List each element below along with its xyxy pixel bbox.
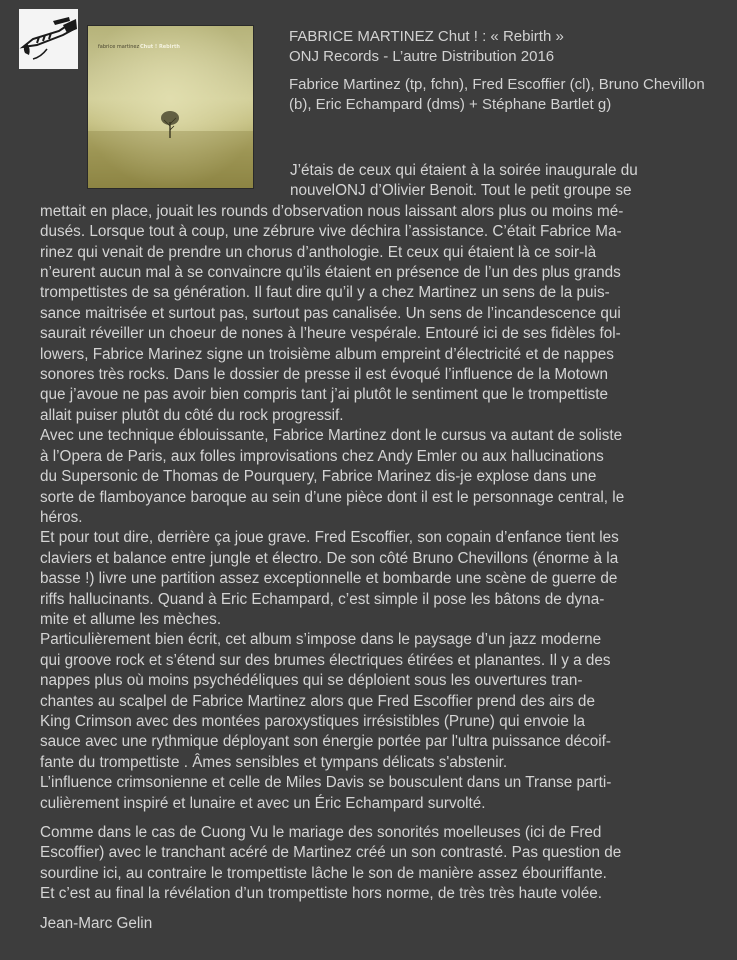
album-band-text: fabrice martinez xyxy=(98,44,140,50)
text-line: riffs hallucinants. Quand à Eric Echampard, c’est simple il pose les bâtons de dyna- xyxy=(40,590,605,608)
text-line: Et pour tout dire, derrière ça joue grave. Fred Escoffier, son copain d’enfance tient les xyxy=(40,529,619,547)
trumpet-sketch-icon xyxy=(19,9,78,69)
text-line: rinez qui venait de prendre un chorus d’anthologie. Et ceux qui étaient là ce soir-là xyxy=(40,243,597,261)
text-line: sonores très rocks. Dans le dossier de presse il est évoqué l’influence de la Motown xyxy=(40,366,608,384)
article-header xyxy=(289,27,709,115)
site-logo xyxy=(19,9,78,69)
text-line: sance maitrisée et surtout pas, surtout pas canalisée. Un sens de l’incandescence qui xyxy=(40,304,621,322)
paragraph-3 xyxy=(40,528,700,630)
text-line: trompettistes de sa génération. Il faut dire qu’il y a chez Martinez un sens de la puis- xyxy=(40,284,610,302)
paragraph-5 xyxy=(40,773,700,814)
author-signature: Jean-Marc Gelin xyxy=(40,914,153,932)
text-line: saurait réveiller un choeur de nones à l’heure vespérale. Entouré ici de ses fidèles fol- xyxy=(40,325,621,343)
text-line: fante du trompettiste . Âmes sensibles et tympans délicats s'abstenir. xyxy=(40,753,508,771)
text-line: qui groove rock et s’étend sur des brumes électriques étirées et planantes. Il y a des xyxy=(40,651,611,669)
paragraph-1 xyxy=(40,161,700,426)
text-line: n’eurent aucun mal à se convaincre qu’ils étaient en présence de l’un des plus grands xyxy=(40,264,621,282)
text-line: chantes au scalpel de Fabrice Martinez alors que Fred Escoffier prend des airs de xyxy=(40,692,595,710)
text-line: basse !) livre une partition assez exceptionnelle et bombarde une scène de guerre de xyxy=(40,570,618,588)
text-line: sauce avec une rythmique déployant son énergie portée par l'ultra puissance décoif- xyxy=(40,733,611,751)
text-line: héros. xyxy=(40,508,83,526)
text-line: du Supersonic de Thomas de Pourquery, Fabrice Marinez dis-je explose dans une xyxy=(40,468,597,486)
text-line: culièrement inspiré et lunaire et avec un Éric Echampard survolté. xyxy=(40,794,486,812)
text-line: mite et allume les mèches. xyxy=(40,610,222,628)
text-line: claviers et balance entre jungle et électro. De son côté Bruno Chevillons (énorme à la xyxy=(40,549,619,567)
text-line: allait puiser plutôt du côté du rock progressif. xyxy=(40,406,344,424)
album-title-text: Chut ! Rebirth xyxy=(140,44,180,50)
text-line: dusés. Lorsque tout à coup, une zébrure vive déchira l’assistance. C’était Fabrice Ma- xyxy=(40,223,622,241)
paragraph-4 xyxy=(40,630,700,773)
text-line: Escoffier) avec le tranchant acéré de Martinez créé un son contrasté. Pas question de xyxy=(40,844,622,862)
text-line: nappes plus où moins psychédéliques qui se déploient sous les ouvertures tran- xyxy=(40,672,583,690)
text-line: King Crimson avec des montées paroxystiques irrésistibles (Prune) qui envoie la xyxy=(40,712,585,730)
text-line: lowers, Fabrice Marinez signe un troisième album empreint d’électricité et de nappes xyxy=(40,345,614,363)
article-body xyxy=(40,161,700,934)
text-line: nouvelONJ d’Olivier Benoit. Tout le petit groupe se xyxy=(290,182,632,200)
text-line: Avec une technique éblouissante, Fabrice Martinez dont le cursus va autant de soliste xyxy=(40,427,623,445)
text-line: J’étais de ceux qui étaient à la soirée inaugurale du xyxy=(290,162,638,179)
text-line: mettait en place, jouait les rounds d’observation nous laissant alors plus ou moins mé- xyxy=(40,202,624,220)
album-title: FABRICE MARTINEZ Chut ! : « Rebirth » xyxy=(289,28,564,45)
personnel: Fabrice Martinez (tp, fchn), Fred Escoffier (cl), Bruno Chevillon (b), Eric Echampard (dms) + Stéphane Bartlet g) xyxy=(289,76,705,113)
text-line: sourdine ici, au contraire le trompettiste lâche le son de manière assez ébouriffante. xyxy=(40,864,607,882)
text-line: sorte de flamboyance baroque au sein d’une pièce dont il est le personnage central, le xyxy=(40,488,625,506)
text-line: que j’avoue ne pas avoir bien compris tant j’ai plutôt le sentiment que le trompettiste xyxy=(40,386,609,404)
text-line: Et c’est au final la révélation d’un trompettiste hors norme, de très très haute volée. xyxy=(40,885,603,903)
text-line: Comme dans le cas de Cuong Vu le mariage des sonorités moelleuses (ici de Fred xyxy=(40,824,602,841)
paragraph-2 xyxy=(40,426,700,528)
text-line: Particulièrement bien écrit, cet album s’impose dans le paysage d’un jazz moderne xyxy=(40,631,602,649)
text-line: L’influence crimsonienne et celle de Miles Davis se bousculent dans un Transe parti- xyxy=(40,774,612,792)
text-line: à l’Opera de Paris, aux folles improvisations chez Andy Emler ou aux hallucinations xyxy=(40,447,604,465)
paragraph-6 xyxy=(40,823,700,905)
label-info: ONJ Records - L’autre Distribution 2016 xyxy=(289,48,555,65)
